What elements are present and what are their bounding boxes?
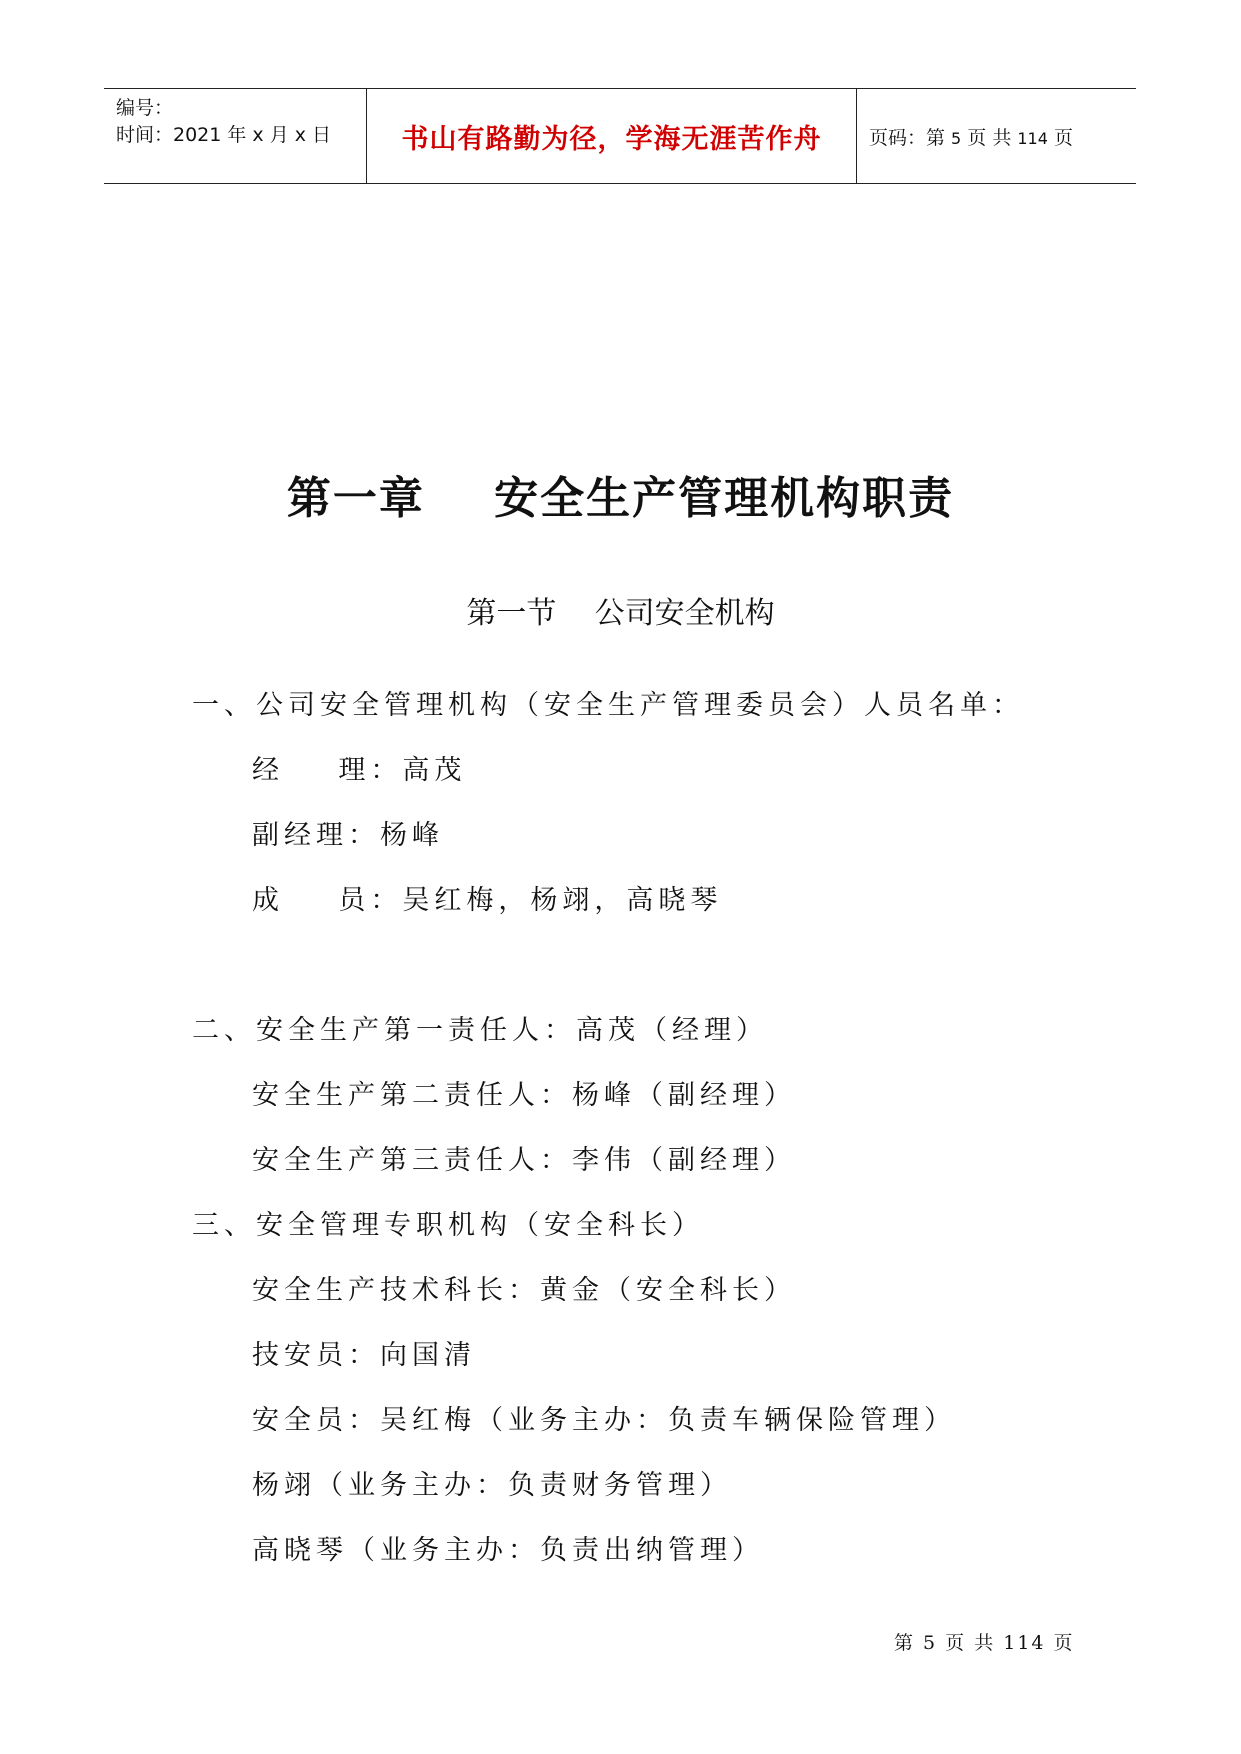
header-page-cell (857, 89, 1136, 183)
body-line-7: 安全生产第三责任人：李伟（副经理） (252, 1145, 796, 1176)
section-title: 第一节 公司安全机构 (466, 596, 775, 631)
document-time-label: 时间：2021 年 x 月 x 日 (116, 124, 332, 146)
body-line-5: 二、安全生产第一责任人：高茂（经理） (192, 1015, 768, 1046)
body-line-4: 成 员：吴红梅，杨翊，高晓琴 (252, 885, 723, 916)
document-number-label: 编号： (116, 97, 174, 119)
document-header (104, 88, 1136, 184)
page-label-middle: 页 共 (961, 126, 1018, 149)
page-label-suffix: 页 (1047, 126, 1073, 149)
header-motto-cell (367, 89, 857, 183)
body-line-8: 三、安全管理专职机构（安全科长） (192, 1210, 704, 1241)
body-line-3: 副经理：杨峰 (252, 820, 444, 851)
body-line-12: 杨翊（业务主办：负责财务管理） (252, 1470, 732, 1501)
header-motto: 书山有路勤为径，学海无涯苦作舟 (401, 123, 822, 155)
page-label-prefix: 页码：第 (869, 126, 952, 149)
body-line-11: 安全员：吴红梅（业务主办：负责车辆保险管理） (252, 1405, 956, 1436)
header-meta-cell (104, 89, 367, 183)
body-line-13: 高晓琴（业务主办：负责出纳管理） (252, 1535, 764, 1566)
body-line-2: 经 理：高茂 (252, 755, 467, 786)
body-line-6: 安全生产第二责任人：杨峰（副经理） (252, 1080, 796, 1111)
header-page-info (869, 123, 1073, 150)
page-total: 114 (1017, 128, 1048, 148)
body-line-1: 一、公司安全管理机构（安全生产管理委员会）人员名单： (192, 690, 1024, 721)
body-line-10: 技安员：向国清 (252, 1340, 476, 1371)
page-footer: 第 5 页 共 114 页 (894, 1632, 1075, 1654)
body-line-9: 安全生产技术科长：黄金（安全科长） (252, 1275, 796, 1306)
page-number: 5 (951, 128, 962, 148)
chapter-title: 第一章 安全生产管理机构职责 (286, 473, 955, 524)
